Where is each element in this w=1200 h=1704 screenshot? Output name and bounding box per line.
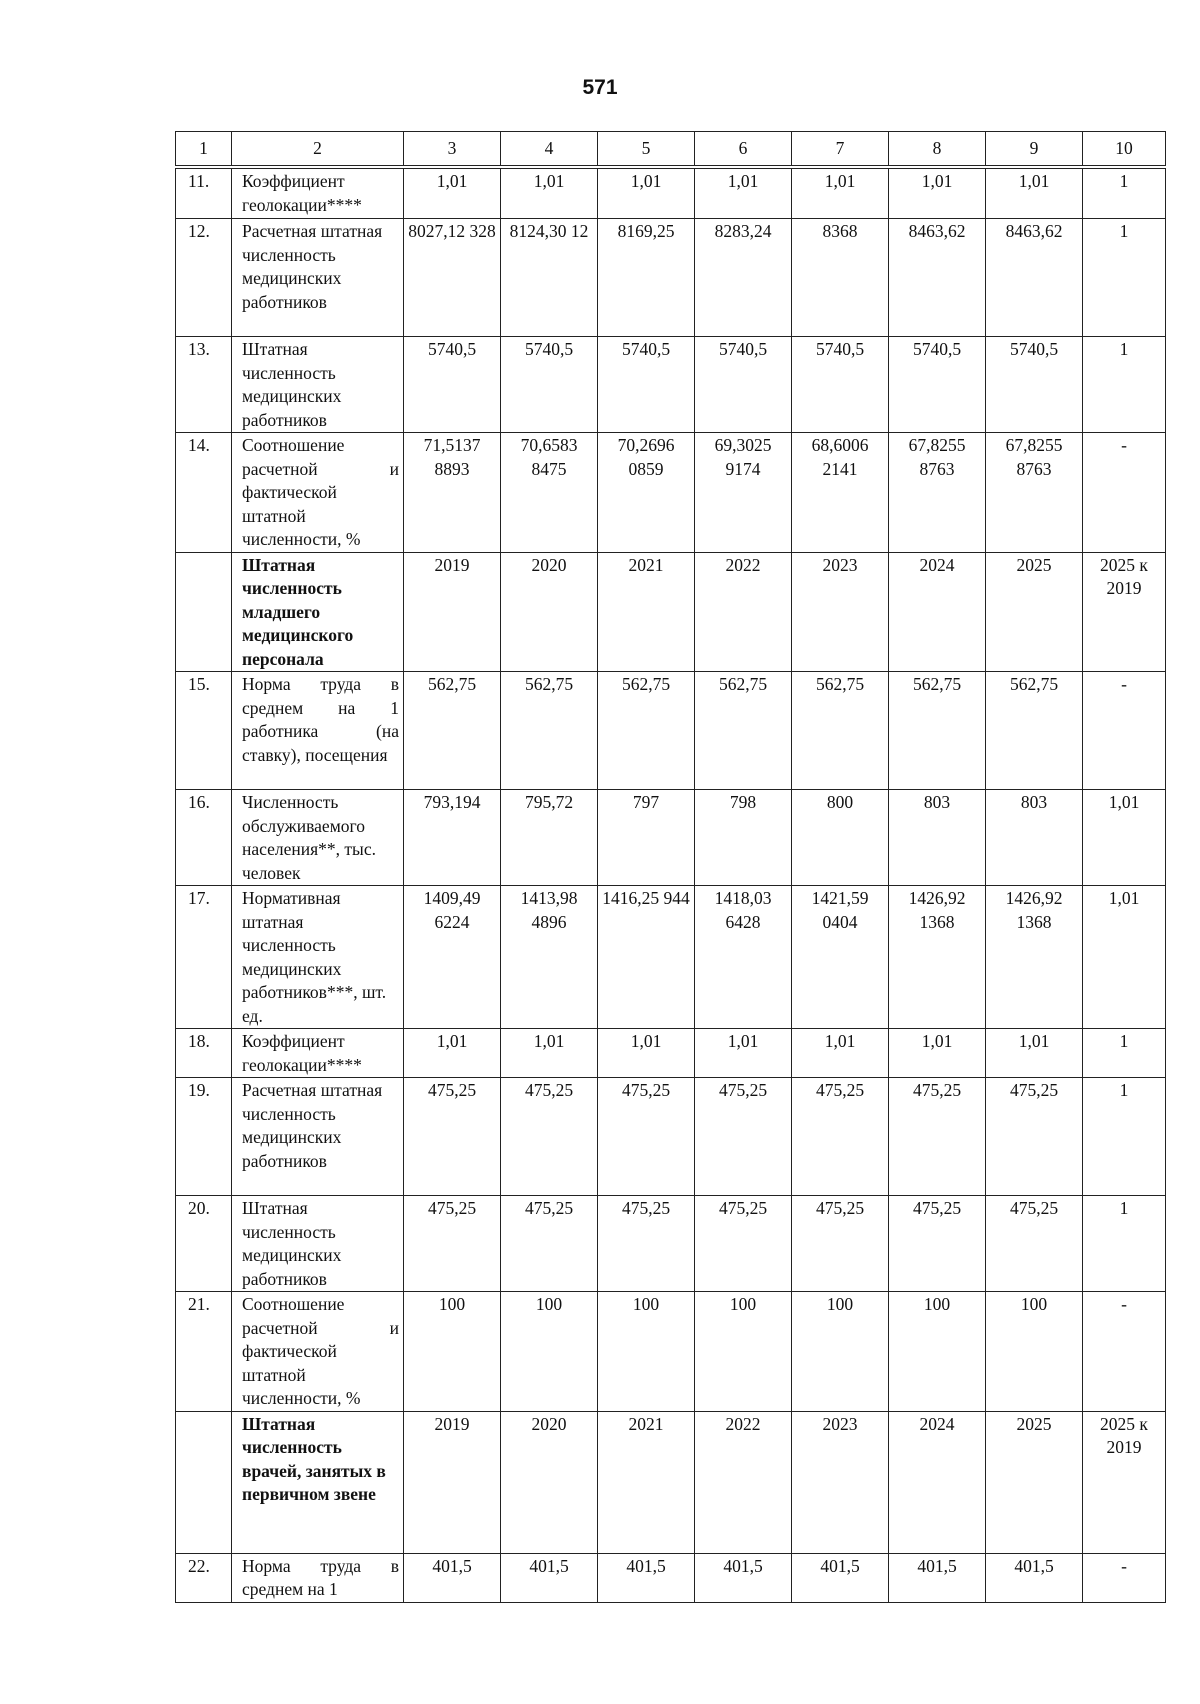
value-cell: 1,01 [792, 1029, 889, 1078]
indicator-name: Нормативная штатная численность медицинских работников***, шт. ед. [232, 886, 404, 1029]
staffing-table [175, 131, 1166, 1603]
value-cell: 2024 [889, 552, 986, 672]
value-cell: 475,25 [404, 1078, 501, 1196]
row-number: 19. [176, 1078, 232, 1196]
value-cell: 401,5 [695, 1553, 792, 1602]
value-cell: 475,25 [792, 1078, 889, 1196]
value-cell: 2021 [598, 552, 695, 672]
table-row [176, 1411, 1166, 1553]
value-cell: 1413,98 4896 [501, 886, 598, 1029]
value-cell: 1,01 [598, 1029, 695, 1078]
value-cell: - [1083, 1553, 1166, 1602]
row-number: 15. [176, 672, 232, 790]
value-cell: 475,25 [986, 1196, 1083, 1292]
column-number: 4 [501, 132, 598, 166]
value-cell: 1 [1083, 219, 1166, 337]
column-number: 10 [1083, 132, 1166, 166]
value-cell: 2019 [404, 552, 501, 672]
value-cell: 475,25 [792, 1196, 889, 1292]
value-cell: 8463,62 [986, 219, 1083, 337]
value-cell: 401,5 [404, 1553, 501, 1602]
row-number: 13. [176, 337, 232, 433]
value-cell: 1 [1083, 1078, 1166, 1196]
row-number [176, 552, 232, 672]
value-cell: 70,2696 0859 [598, 433, 695, 553]
value-cell: 2024 [889, 1411, 986, 1553]
value-cell: 2020 [501, 1411, 598, 1553]
value-cell: 2021 [598, 1411, 695, 1553]
value-cell: 401,5 [889, 1553, 986, 1602]
column-number: 2 [232, 132, 404, 166]
value-cell: - [1083, 1292, 1166, 1412]
row-number [176, 1411, 232, 1553]
value-cell: 2022 [695, 1411, 792, 1553]
row-number: 22. [176, 1553, 232, 1602]
value-cell: 475,25 [695, 1078, 792, 1196]
indicator-name: Расчетная штатная численность медицинских работников [232, 219, 404, 337]
value-cell: 1 [1083, 1196, 1166, 1292]
table-row [176, 552, 1166, 672]
value-cell: 562,75 [501, 672, 598, 790]
table-row [176, 1292, 1166, 1412]
value-cell: 1,01 [598, 169, 695, 219]
table-row [176, 886, 1166, 1029]
value-cell: 1426,92 1368 [889, 886, 986, 1029]
value-cell: 1,01 [889, 1029, 986, 1078]
value-cell: 71,5137 8893 [404, 433, 501, 553]
value-cell: 475,25 [501, 1078, 598, 1196]
row-number: 21. [176, 1292, 232, 1412]
value-cell: 562,75 [986, 672, 1083, 790]
value-cell: 8283,24 [695, 219, 792, 337]
value-cell: 2025 [986, 1411, 1083, 1553]
value-cell: 5740,5 [501, 337, 598, 433]
value-cell: 1,01 [986, 1029, 1083, 1078]
value-cell: 475,25 [598, 1196, 695, 1292]
value-cell: 1,01 [1083, 886, 1166, 1029]
value-cell: - [1083, 672, 1166, 790]
table-row [176, 219, 1166, 337]
value-cell: 100 [792, 1292, 889, 1412]
value-cell: 793,194 [404, 790, 501, 886]
value-cell: 100 [889, 1292, 986, 1412]
value-cell: 795,72 [501, 790, 598, 886]
indicator-name: Расчетная штатная численность медицинских работников [232, 1078, 404, 1196]
value-cell: 1 [1083, 1029, 1166, 1078]
row-number: 14. [176, 433, 232, 553]
table-row [176, 1029, 1166, 1078]
value-cell: 67,8255 8763 [986, 433, 1083, 553]
indicator-name: Штатная численность медицинских работников [232, 1196, 404, 1292]
indicator-name: Норма труда в среднем на 1 работника (на ставку), посещения [232, 672, 404, 790]
row-number: 11. [176, 169, 232, 219]
value-cell: - [1083, 433, 1166, 553]
value-cell: 100 [598, 1292, 695, 1412]
value-cell: 100 [986, 1292, 1083, 1412]
value-cell: 475,25 [695, 1196, 792, 1292]
value-cell: 2022 [695, 552, 792, 672]
table-row [176, 1078, 1166, 1196]
row-number: 20. [176, 1196, 232, 1292]
table-row [176, 672, 1166, 790]
row-number: 18. [176, 1029, 232, 1078]
value-cell: 67,8255 8763 [889, 433, 986, 553]
indicator-name: Коэффициент геолокации**** [232, 169, 404, 219]
value-cell: 5740,5 [404, 337, 501, 433]
section-heading: Штатная численность младшего медицинского персонала [232, 552, 404, 672]
value-cell: 1,01 [986, 169, 1083, 219]
column-number: 3 [404, 132, 501, 166]
table-row [176, 1196, 1166, 1292]
table-row [176, 169, 1166, 219]
value-cell: 1,01 [889, 169, 986, 219]
indicator-name: Соотношение расчетной и фактической штатной численности, % [232, 1292, 404, 1412]
value-cell: 100 [404, 1292, 501, 1412]
value-cell: 68,6006 2141 [792, 433, 889, 553]
column-number-row [176, 132, 1166, 166]
table-row [176, 790, 1166, 886]
value-cell: 475,25 [598, 1078, 695, 1196]
value-cell: 475,25 [889, 1078, 986, 1196]
value-cell: 401,5 [501, 1553, 598, 1602]
value-cell: 2019 [404, 1411, 501, 1553]
value-cell: 1416,25 944 [598, 886, 695, 1029]
table-row [176, 433, 1166, 553]
value-cell: 1,01 [792, 169, 889, 219]
value-cell: 562,75 [404, 672, 501, 790]
value-cell: 5740,5 [986, 337, 1083, 433]
value-cell: 562,75 [889, 672, 986, 790]
column-number: 8 [889, 132, 986, 166]
value-cell: 2023 [792, 1411, 889, 1553]
value-cell: 803 [986, 790, 1083, 886]
value-cell: 803 [889, 790, 986, 886]
indicator-name: Штатная численность медицинских работников [232, 337, 404, 433]
value-cell: 69,3025 9174 [695, 433, 792, 553]
value-cell: 475,25 [501, 1196, 598, 1292]
indicator-name: Численность обслуживаемого населения**, тыс. человек [232, 790, 404, 886]
value-cell: 1421,59 0404 [792, 886, 889, 1029]
value-cell: 475,25 [986, 1078, 1083, 1196]
value-cell: 1 [1083, 337, 1166, 433]
value-cell: 70,6583 8475 [501, 433, 598, 553]
value-cell: 401,5 [598, 1553, 695, 1602]
value-cell: 5740,5 [598, 337, 695, 433]
value-cell: 562,75 [598, 672, 695, 790]
page-number: 571 [582, 76, 618, 99]
indicator-name: Норма труда в среднем на 1 [232, 1553, 404, 1602]
row-number: 17. [176, 886, 232, 1029]
column-number: 9 [986, 132, 1083, 166]
row-number: 16. [176, 790, 232, 886]
value-cell: 475,25 [889, 1196, 986, 1292]
value-cell: 1 [1083, 169, 1166, 219]
value-cell: 100 [501, 1292, 598, 1412]
value-cell: 562,75 [792, 672, 889, 790]
value-cell: 5740,5 [695, 337, 792, 433]
table-body [176, 132, 1166, 1603]
value-cell: 1,01 [501, 1029, 598, 1078]
column-number: 6 [695, 132, 792, 166]
value-cell: 401,5 [792, 1553, 889, 1602]
value-cell: 100 [695, 1292, 792, 1412]
value-cell: 797 [598, 790, 695, 886]
table-row [176, 1553, 1166, 1602]
value-cell: 475,25 [404, 1196, 501, 1292]
table-row [176, 337, 1166, 433]
value-cell: 2020 [501, 552, 598, 672]
value-cell: 1,01 [501, 169, 598, 219]
value-cell: 2025 к 2019 [1083, 1411, 1166, 1553]
value-cell: 8027,12 328 [404, 219, 501, 337]
value-cell: 800 [792, 790, 889, 886]
value-cell: 798 [695, 790, 792, 886]
row-number: 12. [176, 219, 232, 337]
value-cell: 2025 к 2019 [1083, 552, 1166, 672]
column-number: 5 [598, 132, 695, 166]
indicator-name: Коэффициент геолокации**** [232, 1029, 404, 1078]
value-cell: 8124,30 12 [501, 219, 598, 337]
value-cell: 1,01 [1083, 790, 1166, 886]
value-cell: 562,75 [695, 672, 792, 790]
value-cell: 2025 [986, 552, 1083, 672]
section-heading: Штатная численность врачей, занятых в первичном звене [232, 1411, 404, 1553]
column-number: 7 [792, 132, 889, 166]
value-cell: 5740,5 [889, 337, 986, 433]
value-cell: 1,01 [404, 169, 501, 219]
value-cell: 1,01 [404, 1029, 501, 1078]
value-cell: 2023 [792, 552, 889, 672]
value-cell: 1,01 [695, 1029, 792, 1078]
indicator-name: Соотношение расчетной и фактической штатной численности, % [232, 433, 404, 553]
column-number: 1 [176, 132, 232, 166]
value-cell: 401,5 [986, 1553, 1083, 1602]
value-cell: 1409,49 6224 [404, 886, 501, 1029]
value-cell: 1418,03 6428 [695, 886, 792, 1029]
value-cell: 8368 [792, 219, 889, 337]
value-cell: 5740,5 [792, 337, 889, 433]
value-cell: 1,01 [695, 169, 792, 219]
value-cell: 1426,92 1368 [986, 886, 1083, 1029]
value-cell: 8463,62 [889, 219, 986, 337]
value-cell: 8169,25 [598, 219, 695, 337]
